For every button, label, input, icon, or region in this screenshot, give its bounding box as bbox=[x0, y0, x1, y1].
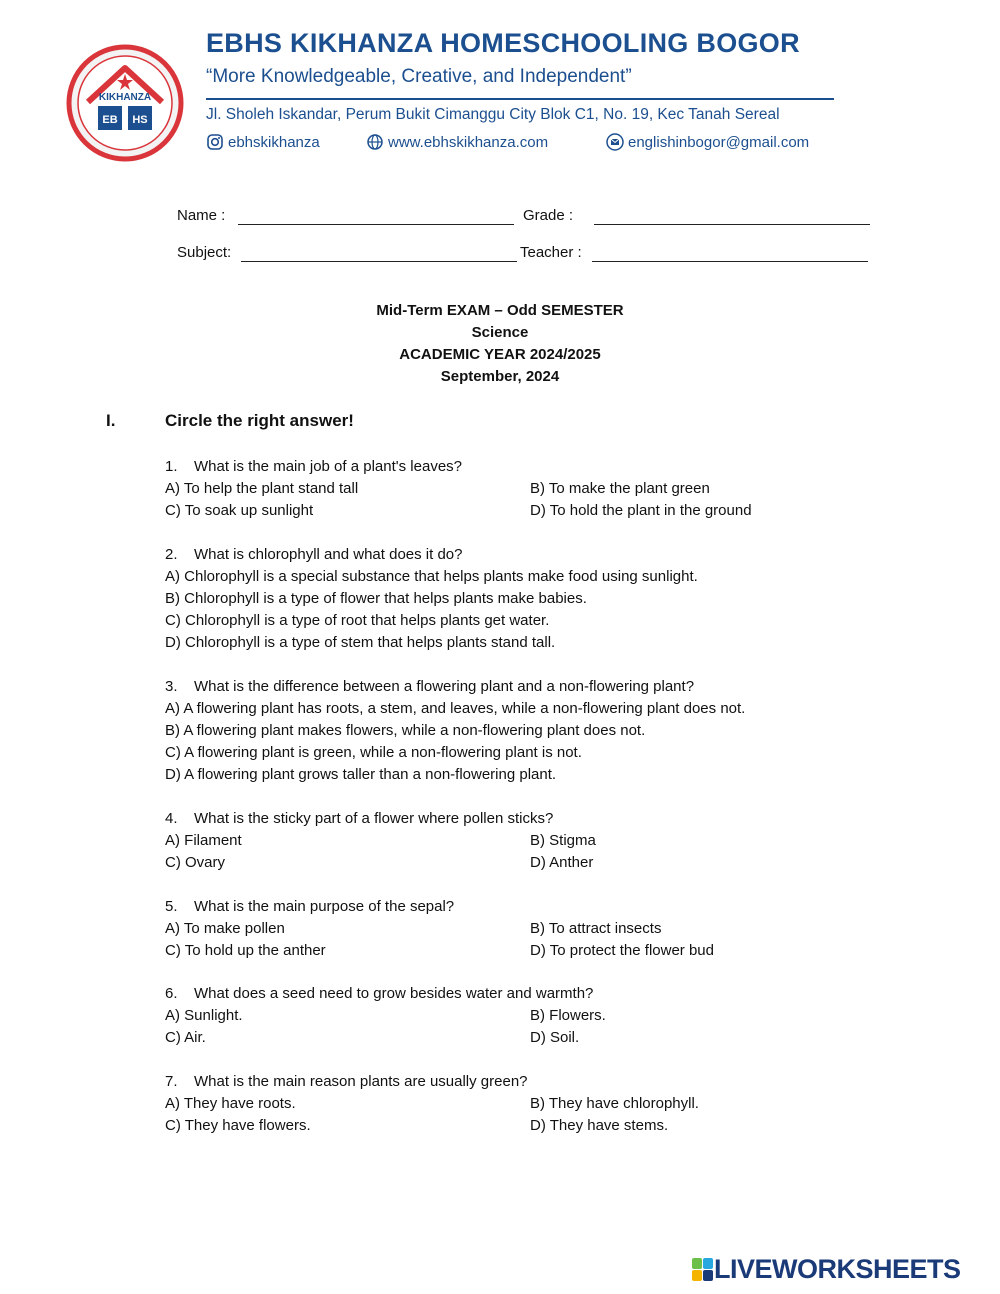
option-6a[interactable]: A) Sunlight. bbox=[165, 1007, 243, 1024]
question-number: 3. bbox=[165, 678, 178, 695]
option-1b[interactable]: B) To make the plant green bbox=[530, 480, 710, 497]
option-6c[interactable]: C) Air. bbox=[165, 1029, 206, 1046]
section-instruction: Circle the right answer! bbox=[165, 411, 354, 430]
question-2 bbox=[165, 546, 462, 563]
question-number: 2. bbox=[165, 546, 178, 563]
question-text: What is the difference between a flowering plant and a non-flowering plant? bbox=[194, 678, 695, 695]
option-2c[interactable]: C) Chlorophyll is a type of root that helps plants get water. bbox=[165, 612, 550, 629]
exam-academic-year: ACADEMIC YEAR 2024/2025 bbox=[399, 346, 601, 363]
option-5b[interactable]: B) To attract insects bbox=[530, 920, 662, 937]
teacher-label: Teacher : bbox=[520, 244, 582, 261]
question-text: What is the main reason plants are usually green? bbox=[194, 1073, 528, 1090]
option-1d[interactable]: D) To hold the plant in the ground bbox=[530, 502, 752, 519]
option-7b[interactable]: B) They have chlorophyll. bbox=[530, 1095, 699, 1112]
question-6 bbox=[165, 985, 593, 1002]
name-input-line[interactable] bbox=[238, 224, 514, 225]
option-5c[interactable]: C) To hold up the anther bbox=[165, 942, 326, 959]
logo-box-left: EB bbox=[102, 114, 118, 126]
option-2d[interactable]: D) Chlorophyll is a type of stem that helps plants stand tall. bbox=[165, 634, 556, 651]
grade-label: Grade : bbox=[523, 207, 574, 224]
question-text: What does a seed need to grow besides water and warmth? bbox=[194, 985, 594, 1002]
school-motto: “More Knowledgeable, Creative, and Independent” bbox=[206, 66, 632, 87]
exam-title-block bbox=[0, 300, 1000, 388]
option-4a[interactable]: A) Filament bbox=[165, 832, 242, 849]
option-3a[interactable]: A) A flowering plant has roots, a stem, and leaves, while a non-flowering plant does not. bbox=[165, 700, 746, 717]
instagram-icon bbox=[206, 133, 224, 151]
question-7 bbox=[165, 1073, 528, 1090]
option-6d[interactable]: D) Soil. bbox=[530, 1029, 580, 1046]
question-3 bbox=[165, 678, 694, 695]
option-7a[interactable]: A) They have roots. bbox=[165, 1095, 296, 1112]
question-4 bbox=[165, 810, 553, 827]
subject-label: Subject: bbox=[177, 244, 232, 261]
email-address: englishinbogor@gmail.com bbox=[628, 133, 810, 151]
question-number: 1. bbox=[165, 458, 178, 475]
teacher-input-line[interactable] bbox=[592, 261, 868, 262]
question-text: What is chlorophyll and what does it do? bbox=[194, 546, 463, 563]
option-4b[interactable]: B) Stigma bbox=[530, 832, 596, 849]
liveworksheets-icon bbox=[692, 1257, 714, 1283]
section-number: I. bbox=[106, 411, 116, 430]
option-3b[interactable]: B) A flowering plant makes flowers, while a non-flowering plant does not. bbox=[165, 722, 646, 739]
school-logo bbox=[66, 44, 184, 162]
question-text: What is the main purpose of the sepal? bbox=[194, 898, 455, 915]
option-4c[interactable]: C) Ovary bbox=[165, 854, 225, 871]
question-number: 6. bbox=[165, 985, 178, 1002]
website-url: www.ebhskikhanza.com bbox=[388, 133, 549, 151]
option-2b[interactable]: B) Chlorophyll is a type of flower that helps plants make babies. bbox=[165, 590, 587, 607]
exam-title: Mid-Term EXAM – Odd SEMESTER bbox=[376, 302, 624, 319]
question-number: 5. bbox=[165, 898, 178, 915]
option-1c[interactable]: C) To soak up sunlight bbox=[165, 502, 314, 519]
liveworksheets-logo-text: LIVEWORKSHEETS bbox=[714, 1254, 961, 1284]
liveworksheets-brand[interactable] bbox=[692, 1254, 961, 1285]
logo-text: KIKHANZA bbox=[98, 92, 152, 103]
question-number: 4. bbox=[165, 810, 178, 827]
question-text: What is the sticky part of a flower where pollen sticks? bbox=[194, 810, 554, 827]
exam-date: September, 2024 bbox=[440, 368, 560, 385]
option-7d[interactable]: D) They have stems. bbox=[530, 1117, 669, 1134]
option-5a[interactable]: A) To make pollen bbox=[165, 920, 285, 937]
globe-icon bbox=[366, 133, 384, 151]
question-5 bbox=[165, 898, 454, 915]
question-number: 7. bbox=[165, 1073, 178, 1090]
option-3c[interactable]: C) A flowering plant is green, while a non-flowering plant is not. bbox=[165, 744, 582, 761]
email-contact bbox=[606, 133, 809, 151]
school-address: Jl. Sholeh Iskandar, Perum Bukit Cimanggu City Blok C1, No. 19, Kec Tanah Sereal bbox=[206, 106, 780, 123]
website-contact bbox=[366, 133, 548, 151]
question-1 bbox=[165, 458, 462, 475]
school-name: EBHS KIKHANZA HOMESCHOOLING BOGOR bbox=[206, 28, 800, 58]
instagram-handle: ebhskikhanza bbox=[228, 133, 320, 151]
option-7c[interactable]: C) They have flowers. bbox=[165, 1117, 311, 1134]
subject-input-line[interactable] bbox=[241, 261, 517, 262]
logo-box-right: HS bbox=[132, 114, 148, 126]
name-label: Name : bbox=[177, 207, 226, 224]
option-2a[interactable]: A) Chlorophyll is a special substance that helps plants make food using sunlight. bbox=[165, 568, 698, 585]
instagram-contact bbox=[206, 133, 320, 151]
mail-icon bbox=[606, 133, 624, 151]
option-6b[interactable]: B) Flowers. bbox=[530, 1007, 606, 1024]
grade-input-line[interactable] bbox=[594, 224, 870, 225]
exam-subject: Science bbox=[471, 324, 529, 341]
option-4d[interactable]: D) Anther bbox=[530, 854, 594, 871]
header-divider bbox=[206, 98, 834, 100]
option-3d[interactable]: D) A flowering plant grows taller than a non-flowering plant. bbox=[165, 766, 557, 783]
option-5d[interactable]: D) To protect the flower bud bbox=[530, 942, 714, 959]
option-1a[interactable]: A) To help the plant stand tall bbox=[165, 480, 359, 497]
question-text: What is the main job of a plant's leaves? bbox=[194, 458, 463, 475]
